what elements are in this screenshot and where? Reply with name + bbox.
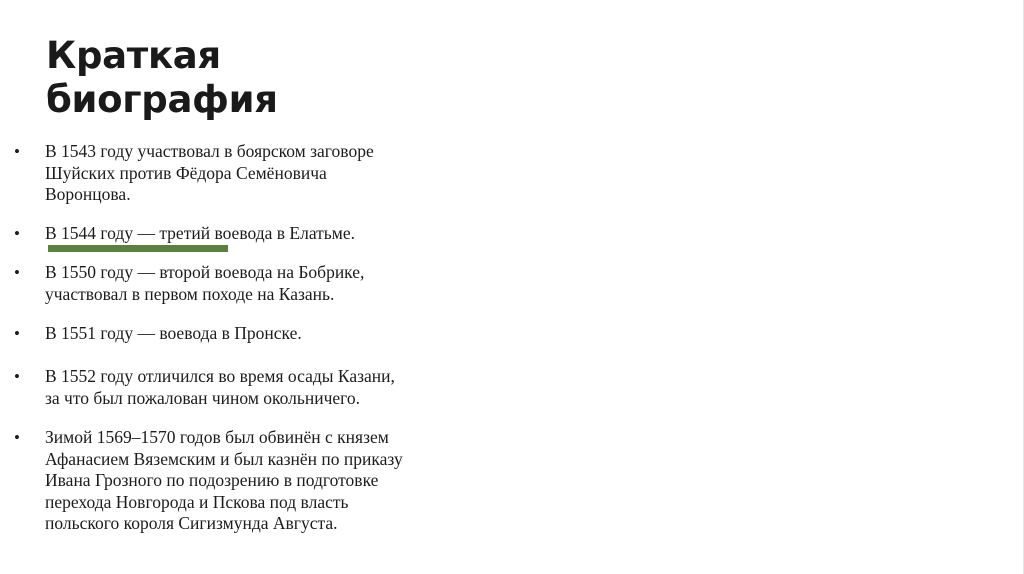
text-line: участвовал в первом походе на Казань. bbox=[45, 283, 335, 304]
bullet-text bbox=[45, 323, 465, 345]
text-line: за что был пожалован чином окольничего. bbox=[45, 387, 361, 408]
bullet-text bbox=[45, 262, 465, 305]
title-line: Краткая bbox=[46, 34, 221, 77]
bullet-text bbox=[45, 223, 465, 245]
title-line: биография bbox=[46, 78, 278, 121]
bullet-dot: • bbox=[14, 367, 20, 386]
text-line: Зимой 1569–1570 годов был обвинён с князем bbox=[45, 427, 389, 447]
bullet-text bbox=[45, 427, 465, 535]
text-line: Шуйских против Фёдора Семёновича bbox=[45, 162, 327, 183]
text-line: В 1550 году — второй воевода на Бобрике, bbox=[45, 262, 365, 282]
text-line: В 1543 году участвовал в боярском заговоре bbox=[45, 141, 374, 161]
bullet-text bbox=[45, 141, 465, 206]
bullet-dot: • bbox=[14, 263, 20, 282]
bullet-dot: • bbox=[14, 428, 20, 447]
text-line: перехода Новгорода и Пскова под власть bbox=[45, 491, 349, 512]
bullet-dot: • bbox=[14, 324, 20, 343]
text-line: В 1551 году — воевода в Пронске. bbox=[45, 323, 302, 343]
text-line: польского короля Сигизмунда Августа. bbox=[45, 513, 338, 533]
bullet-text bbox=[45, 366, 465, 409]
text-line: В 1552 году отличился во время осады Казани, bbox=[45, 366, 395, 386]
bullet-dot: • bbox=[14, 142, 20, 161]
text-line: Ивана Грозного по подозрению в подготовке bbox=[45, 470, 379, 490]
text-line: Воронцова. bbox=[45, 184, 131, 204]
bullet-dot: • bbox=[14, 224, 20, 243]
slide-title bbox=[46, 34, 466, 122]
accent-underline-bar bbox=[48, 245, 228, 252]
text-line: Афанасием Вяземским и был казнён по приказу bbox=[45, 448, 403, 469]
text-line: В 1544 году — третий воевода в Елатьме. bbox=[45, 223, 355, 243]
